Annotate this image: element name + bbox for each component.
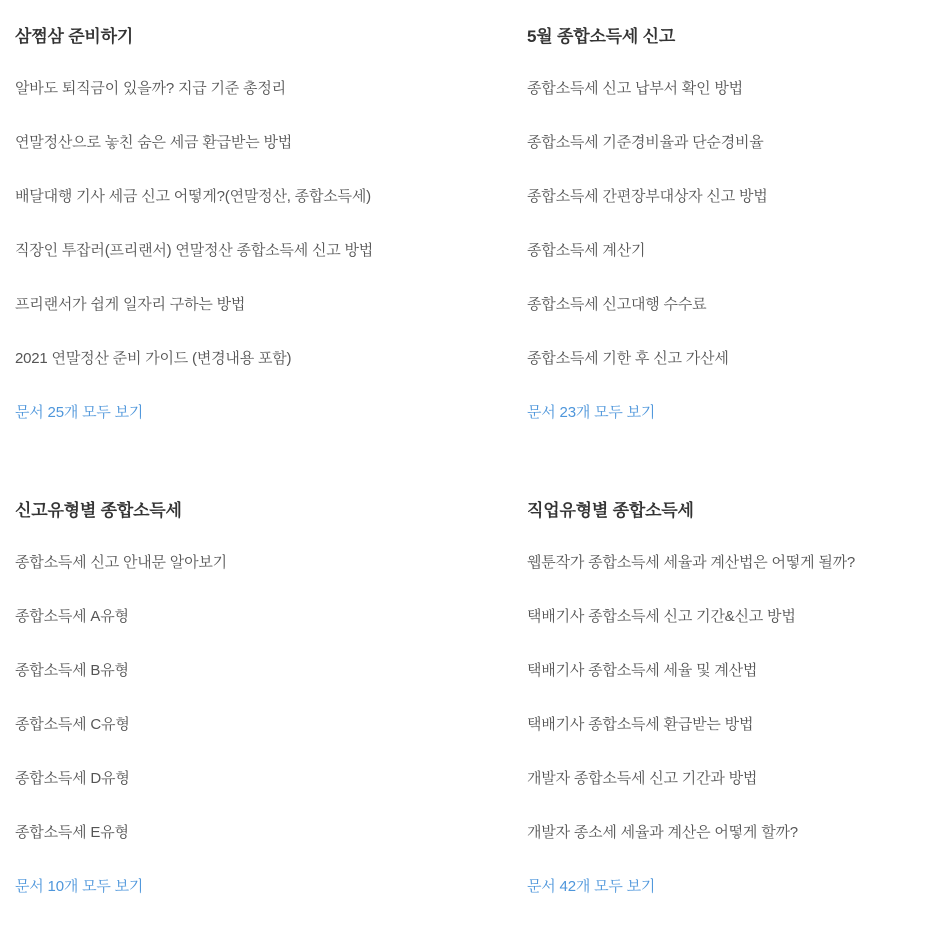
article-link[interactable]: 종합소득세 E유형	[15, 824, 129, 841]
article-link[interactable]: 연말정산으로 놓친 숨은 세금 환급받는 방법	[15, 134, 293, 151]
list-item	[527, 170, 924, 224]
list-item	[15, 116, 412, 170]
article-link[interactable]: 종합소득세 신고 안내문 알아보기	[15, 554, 227, 571]
list-item	[15, 278, 412, 332]
list-item	[15, 332, 412, 386]
article-link[interactable]: 종합소득세 계산기	[527, 242, 646, 259]
list-item	[15, 698, 412, 752]
article-link[interactable]: 종합소득세 B유형	[15, 662, 129, 679]
article-list-3	[15, 536, 412, 860]
article-link[interactable]: 종합소득세 D유형	[15, 770, 130, 787]
list-item	[15, 806, 412, 860]
list-item	[527, 590, 924, 644]
article-link[interactable]: 웹툰작가 종합소득세 세율과 계산법은 어떻게 될까?	[527, 554, 856, 571]
list-item	[527, 332, 924, 386]
article-link[interactable]: 개발자 종합소득세 신고 기간과 방법	[527, 770, 758, 787]
article-link[interactable]: 배달대행 기사 세금 신고 어떻게?(연말정산, 종합소득세)	[15, 188, 371, 205]
article-link[interactable]: 종합소득세 기한 후 신고 가산세	[527, 350, 729, 367]
article-list-2	[527, 62, 924, 386]
article-link[interactable]: 프리랜서가 쉽게 일자리 구하는 방법	[15, 296, 246, 313]
list-item	[15, 590, 412, 644]
category-title-1[interactable]: 삼쩜삼 준비하기	[15, 27, 134, 46]
list-item	[527, 806, 924, 860]
article-link[interactable]: 택배기사 종합소득세 세율 및 계산법	[527, 662, 758, 679]
list-item	[15, 644, 412, 698]
list-item	[527, 116, 924, 170]
category-section-1	[15, 24, 412, 440]
article-link[interactable]: 종합소득세 신고대행 수수료	[527, 296, 707, 313]
see-all-articles-link-2[interactable]: 문서 23개 모두 보기	[527, 404, 656, 421]
category-title-4[interactable]: 직업유형별 종합소득세	[527, 501, 694, 520]
article-link[interactable]: 종합소득세 신고 납부서 확인 방법	[527, 80, 743, 97]
article-link[interactable]: 개발자 종소세 세율과 계산은 어떻게 할까?	[527, 824, 798, 841]
article-list-1	[15, 62, 412, 386]
list-item	[15, 224, 412, 278]
article-link[interactable]: 택배기사 종합소득세 환급받는 방법	[527, 716, 754, 733]
list-item	[527, 224, 924, 278]
article-link[interactable]: 종합소득세 C유형	[15, 716, 130, 733]
list-item	[527, 62, 924, 116]
see-all-articles-link-1[interactable]: 문서 25개 모두 보기	[15, 404, 144, 421]
category-title-2[interactable]: 5월 종합소득세 신고	[527, 27, 676, 46]
list-item	[15, 536, 412, 590]
list-item	[527, 752, 924, 806]
list-item	[527, 536, 924, 590]
see-all-articles-link-3[interactable]: 문서 10개 모두 보기	[15, 878, 144, 895]
article-link[interactable]: 종합소득세 A유형	[15, 608, 129, 625]
article-link[interactable]: 종합소득세 기준경비율과 단순경비율	[527, 134, 764, 151]
see-all-articles-link-4[interactable]: 문서 42개 모두 보기	[527, 878, 656, 895]
category-section-4	[527, 498, 924, 914]
category-title-3[interactable]: 신고유형별 종합소득세	[15, 501, 182, 520]
list-item	[527, 698, 924, 752]
category-section-2	[527, 24, 924, 440]
article-list-4	[527, 536, 924, 860]
list-item	[527, 644, 924, 698]
article-link[interactable]: 택배기사 종합소득세 신고 기간&신고 방법	[527, 608, 796, 625]
list-item	[15, 170, 412, 224]
article-link[interactable]: 알바도 퇴직금이 있을까? 지급 기준 총정리	[15, 80, 286, 97]
category-section-3	[15, 498, 412, 914]
list-item	[15, 752, 412, 806]
article-link[interactable]: 직장인 투잡러(프리랜서) 연말정산 종합소득세 신고 방법	[15, 242, 374, 259]
article-link[interactable]: 종합소득세 간편장부대상자 신고 방법	[527, 188, 768, 205]
article-link[interactable]: 2021 연말정산 준비 가이드 (변경내용 포함)	[15, 350, 292, 367]
list-item	[15, 62, 412, 116]
list-item	[527, 278, 924, 332]
